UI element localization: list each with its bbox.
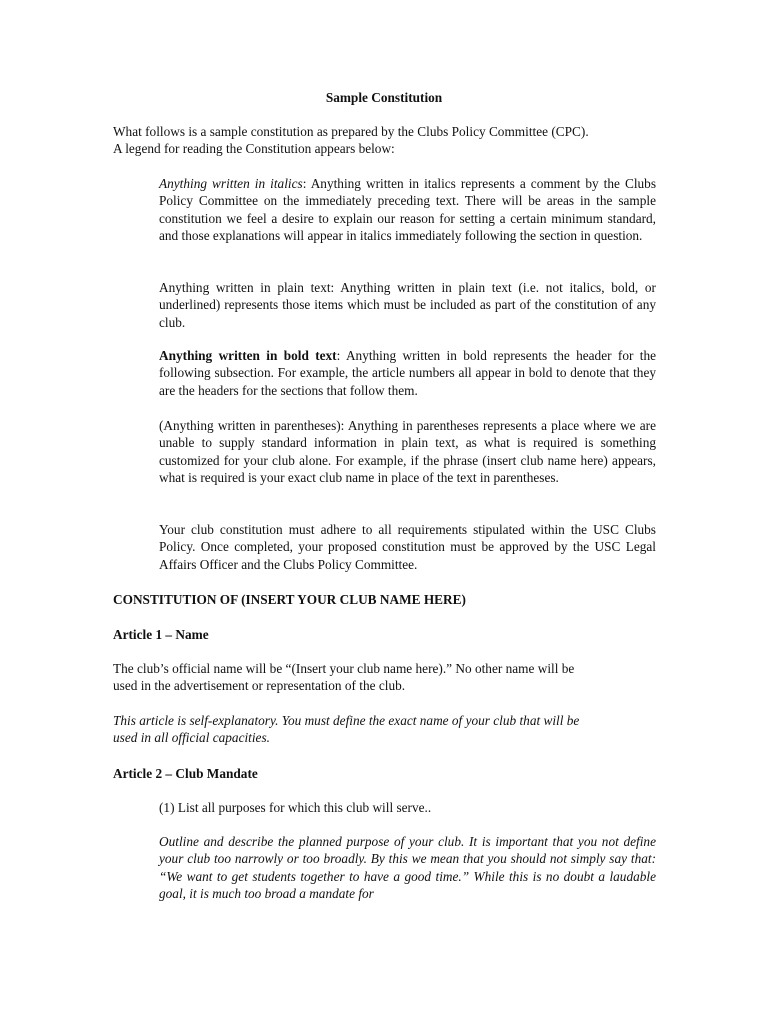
intro-line-2: A legend for reading the Constitution appears below: bbox=[113, 141, 395, 157]
article-1-heading: Article 1 – Name bbox=[113, 627, 209, 642]
legend-requirements: Your club constitution must adhere to all requirements stipulated within the USC Clubs Policy. Once completed, your proposed constitution must be approved by the USC Legal Affairs Officer and the Clubs Policy Committee. bbox=[159, 522, 656, 572]
article-1-comment-line-2: used in all official capacities. bbox=[113, 730, 270, 746]
article-1-comment-line-1: This article is self-explanatory. You must define the exact name of your club that will be bbox=[113, 713, 580, 728]
article-1-body bbox=[113, 660, 656, 695]
article-2-heading: Article 2 – Club Mandate bbox=[113, 766, 258, 781]
article-1-line-2: used in the advertisement or representation of the club. bbox=[113, 678, 406, 694]
legend-italics-label: Anything written in italics bbox=[159, 176, 303, 191]
article-2-item-1: (1) List all purposes for which this club will serve.. bbox=[159, 800, 432, 815]
intro-paragraph bbox=[113, 123, 656, 158]
legend-bold-label: Anything written in bold text bbox=[159, 348, 337, 363]
article-1-line-1: The club’s official name will be “(Insert your club name here).” No other name will be bbox=[113, 661, 575, 676]
intro-line-1: What follows is a sample constitution as prepared by the Clubs Policy Committee (CPC). bbox=[113, 124, 589, 139]
article-1-comment bbox=[113, 712, 656, 747]
legend-plain: Anything written in plain text: Anything written in plain text (i.e. not italics, bold, or underlined) represents those items which must be included as part of the constitution of any club. bbox=[159, 280, 656, 330]
constitution-heading: CONSTITUTION OF (INSERT YOUR CLUB NAME HERE) bbox=[113, 592, 466, 607]
legend-bold bbox=[159, 347, 656, 399]
legend-italics-text: : Anything written in italics represents a comment by the Clubs Policy Committee on the immediately preceding text. There will be areas in the sample constitution we feel a desire to explain our reason for setting a certain minimum standard, and those explanations will appear in italics immediately following the section in question. bbox=[159, 176, 656, 243]
document-title: Sample Constitution bbox=[325, 90, 443, 105]
legend-parentheses: (Anything written in parentheses): Anything in parentheses represents a place where we are unable to supply standard information in plain text, as what is required is something customized for your club alone. For example, if the phrase (insert club name here) appears, what is required is your exact club name in place of the text in parentheses. bbox=[159, 418, 656, 485]
legend-bold-text: : Anything written in bold represents the header for the following subsection. For example, the article numbers all appear in bold to denote that they are the headers for the sections that follow them. bbox=[159, 348, 657, 398]
article-2-comment: Outline and describe the planned purpose of your club. It is important that you not define your club too narrowly or too broadly. By this we mean that you should not simply say that: “We want to get students together to have a good time.” While this is no doubt a laudable goal, it is much too broad a mandate for bbox=[159, 834, 656, 901]
legend-italics bbox=[159, 175, 656, 244]
